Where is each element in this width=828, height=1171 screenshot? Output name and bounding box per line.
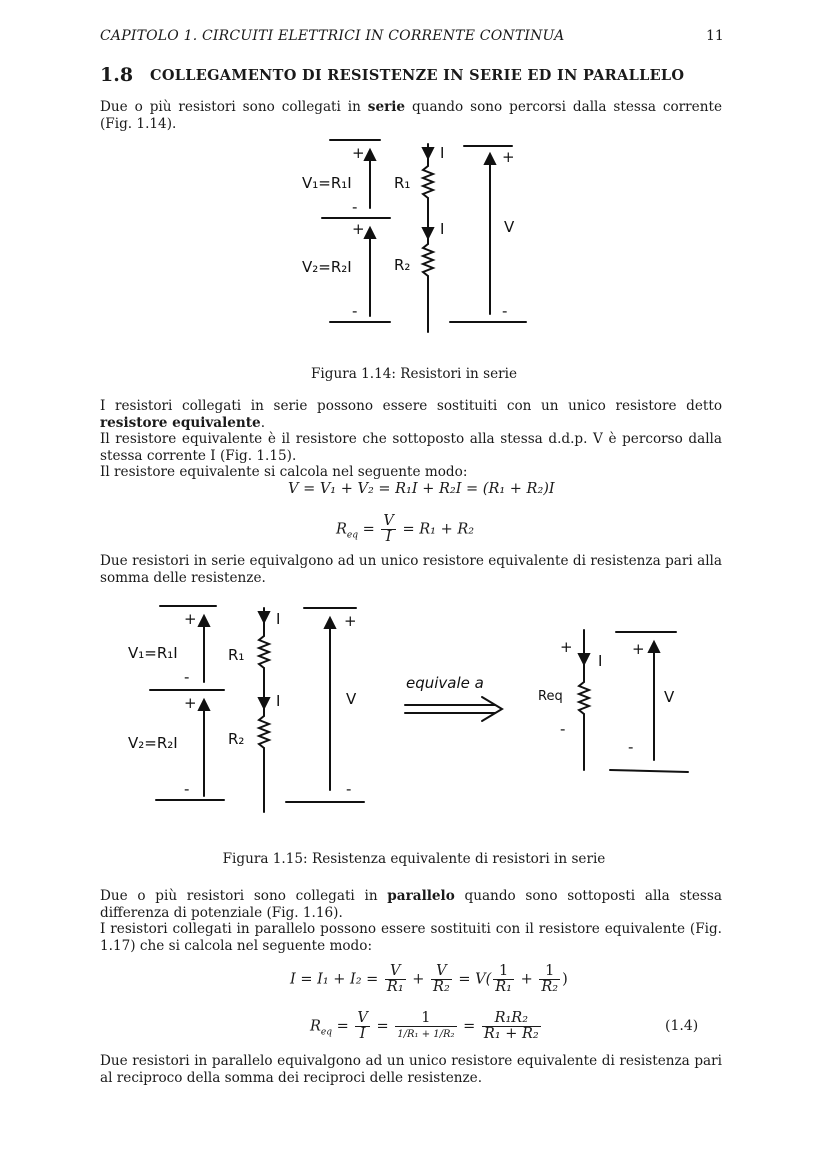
plus-sign: + — [352, 220, 365, 238]
req-symbol: R — [336, 521, 347, 538]
text: quando sono percorsi dalla stessa corrente (Fig. 1.14). — [100, 99, 722, 132]
current-arrowhead — [259, 698, 269, 708]
equation-series-voltage: V = V₁ + V₂ = R₁I + R₂I = (R₁ + R₂)I — [288, 481, 555, 497]
arrowhead — [365, 228, 375, 238]
minus-sign: - — [352, 302, 358, 320]
minus-sign: - — [184, 668, 190, 686]
fraction — [355, 1011, 369, 1042]
text: quando sono sottoposti alla stessa differenza di potenziale (Fig. 1.16). — [100, 888, 722, 921]
figure-1-15-caption: Figura 1.15: Resistenza equivalente di resistori in serie — [222, 851, 606, 867]
v1-label: V₁=R₁I — [302, 174, 352, 192]
plus-sign: + — [344, 612, 357, 630]
numerator: 1 — [493, 964, 514, 980]
paragraph-equivalent-resistor — [100, 398, 722, 481]
minus-sign: - — [560, 720, 566, 738]
text: I resistori collegati in serie possono essere sostituiti con un unico resistore detto — [100, 398, 722, 414]
fraction — [493, 964, 514, 995]
resistor-r2-icon — [423, 244, 433, 276]
r2-label: R₂ — [228, 730, 245, 748]
section-number: 1.8 — [100, 64, 134, 86]
running-header: CAPITOLO 1. CIRCUITI ELETTRICI IN CORRENTE CONTINUA — [100, 28, 565, 44]
denominator: I — [385, 529, 392, 545]
current-arrowhead — [423, 228, 433, 238]
text: Due o più resistori sono collegati in — [100, 99, 368, 115]
req-subscript: eq — [320, 1027, 333, 1038]
fraction — [381, 514, 395, 545]
equation-parallel-current — [290, 964, 568, 995]
equivale-a-label: equivale a — [406, 674, 484, 692]
arrowhead — [199, 616, 209, 626]
req-symbol: R — [310, 1018, 321, 1035]
page-number: 11 — [706, 28, 724, 44]
plus-sign: + — [184, 694, 197, 712]
numerator: V — [385, 964, 406, 980]
paragraph-series-definition — [100, 99, 722, 132]
lhs: I = I₁ + I₂ = — [290, 971, 379, 988]
plus: + — [520, 971, 533, 988]
v-label: V — [664, 688, 675, 706]
denominator: R₁ + R₂ — [483, 1026, 539, 1042]
fraction — [539, 964, 560, 995]
current-label: I — [440, 220, 445, 238]
current-arrowhead — [423, 148, 433, 158]
text: Due resistori in parallelo equivalgono ad un unico resistore equivalente di resistenza pari al reciproco della somma dei reciproci delle resistenze. — [100, 1053, 722, 1086]
plus-sign: + — [184, 610, 197, 628]
numerator: R₁R₂ — [482, 1011, 541, 1027]
text: Due o più resistori sono collegati in — [100, 888, 388, 904]
v-label: V — [504, 218, 515, 236]
arrowhead — [199, 700, 209, 710]
bold-term: parallelo — [387, 888, 455, 904]
v-label: V — [346, 690, 357, 708]
r1-label: R₁ — [394, 174, 411, 192]
text: Due resistori in serie equivalgono ad un unico resistore equivalente di resistenza pari alla somma delle resistenze. — [100, 553, 722, 586]
current-label: I — [276, 692, 281, 710]
v2-label: V₂=R₂I — [128, 734, 178, 752]
denominator: 1/R₁ + 1/R₂ — [397, 1029, 455, 1040]
current-label: I — [440, 144, 445, 162]
fraction — [385, 964, 406, 995]
resistor-r1-icon — [259, 636, 269, 668]
plus-sign: + — [502, 148, 515, 166]
arrowhead — [365, 150, 375, 160]
numerator: V — [383, 513, 394, 529]
paragraph-parallel-definition — [100, 888, 722, 954]
fraction — [431, 964, 452, 995]
figure-1-14-caption: Figura 1.14: Resistori in serie — [310, 366, 518, 382]
current-arrowhead — [579, 654, 589, 664]
text: Il resistore equivalente si calcola nel seguente modo: — [100, 464, 468, 480]
denominator: I — [359, 1026, 366, 1042]
fraction — [482, 1011, 541, 1042]
text: . — [260, 414, 266, 431]
v-bottom-line — [610, 770, 688, 772]
numerator: 1 — [539, 964, 560, 980]
equation-parallel-req: $R_{eq}$ = $\frac{V}{I}$ = $\frac{1}{\text{1/R₁ + 1/R₂}}$ = $\frac{\text{R₁R₂}}{\text{R₁ + R₂}}$ — [310, 1010, 539, 1042]
text: Il resistore equivalente è il resistore che sottoposto alla stessa d.d.p. V è percorso dalla stessa corrente I (Fig. 1.15). — [100, 431, 722, 464]
bold-term: resistore equivalente — [100, 414, 261, 431]
paragraph-series-conclusion — [100, 553, 722, 586]
resistor-req-icon — [579, 682, 589, 714]
denominator: R₁ — [386, 979, 404, 995]
arrowhead — [649, 642, 659, 652]
plus-sign: + — [560, 638, 573, 656]
figure-1-14-series-resistors — [290, 136, 540, 340]
minus-sign: - — [352, 198, 358, 216]
plus-sign: + — [352, 144, 365, 162]
rhs: = R₁ + R₂ — [402, 521, 475, 538]
current-label: I — [276, 610, 281, 628]
equation-number: (1.4) — [665, 1018, 699, 1034]
numerator: V — [431, 964, 452, 980]
denominator: R₂ — [433, 979, 450, 995]
req-label: Req — [538, 689, 563, 704]
r2-label: R₂ — [394, 256, 411, 274]
numerator: 1 — [395, 1011, 456, 1027]
denominator: R₂ — [541, 979, 559, 995]
resistor-r1-icon — [423, 166, 433, 198]
figure-1-15-equivalent-series — [120, 600, 700, 820]
paragraph-parallel-conclusion — [100, 1053, 722, 1086]
current-label: I — [598, 652, 603, 670]
minus-sign: - — [346, 780, 352, 798]
text: I resistori collegati in parallelo possono essere sostituiti con il resistore equivalente (Fig. 1.17) che si calcola nel seguente modo: — [100, 921, 722, 954]
denominator: R₁ — [495, 979, 512, 995]
r1-label: R₁ — [228, 646, 245, 664]
plus-sign: + — [632, 640, 645, 658]
v1-label: V₁=R₁I — [128, 644, 178, 662]
numerator: V — [357, 1010, 368, 1026]
req-subscript: eq — [346, 530, 359, 541]
fraction — [395, 1011, 456, 1042]
current-arrowhead — [259, 612, 269, 622]
equation-series-req: $R_{eq}$ = $\frac{V}{I}$ = R₁ + R₂ — [336, 513, 475, 545]
minus-sign: - — [502, 302, 508, 320]
bold-term: serie — [367, 99, 406, 115]
equivale-arrowhead — [482, 697, 502, 721]
minus-sign: - — [184, 780, 190, 798]
plus: + — [412, 971, 425, 988]
close-paren: ) — [562, 971, 568, 988]
minus-sign: - — [628, 738, 634, 756]
arrowhead — [325, 618, 335, 628]
resistor-r2-icon — [259, 716, 269, 748]
arrowhead — [485, 154, 495, 164]
section-title: COLLEGAMENTO DI RESISTENZE IN SERIE ED IN PARALLELO — [150, 67, 685, 84]
mid: = V( — [458, 971, 492, 988]
v2-label: V₂=R₂I — [302, 258, 352, 276]
